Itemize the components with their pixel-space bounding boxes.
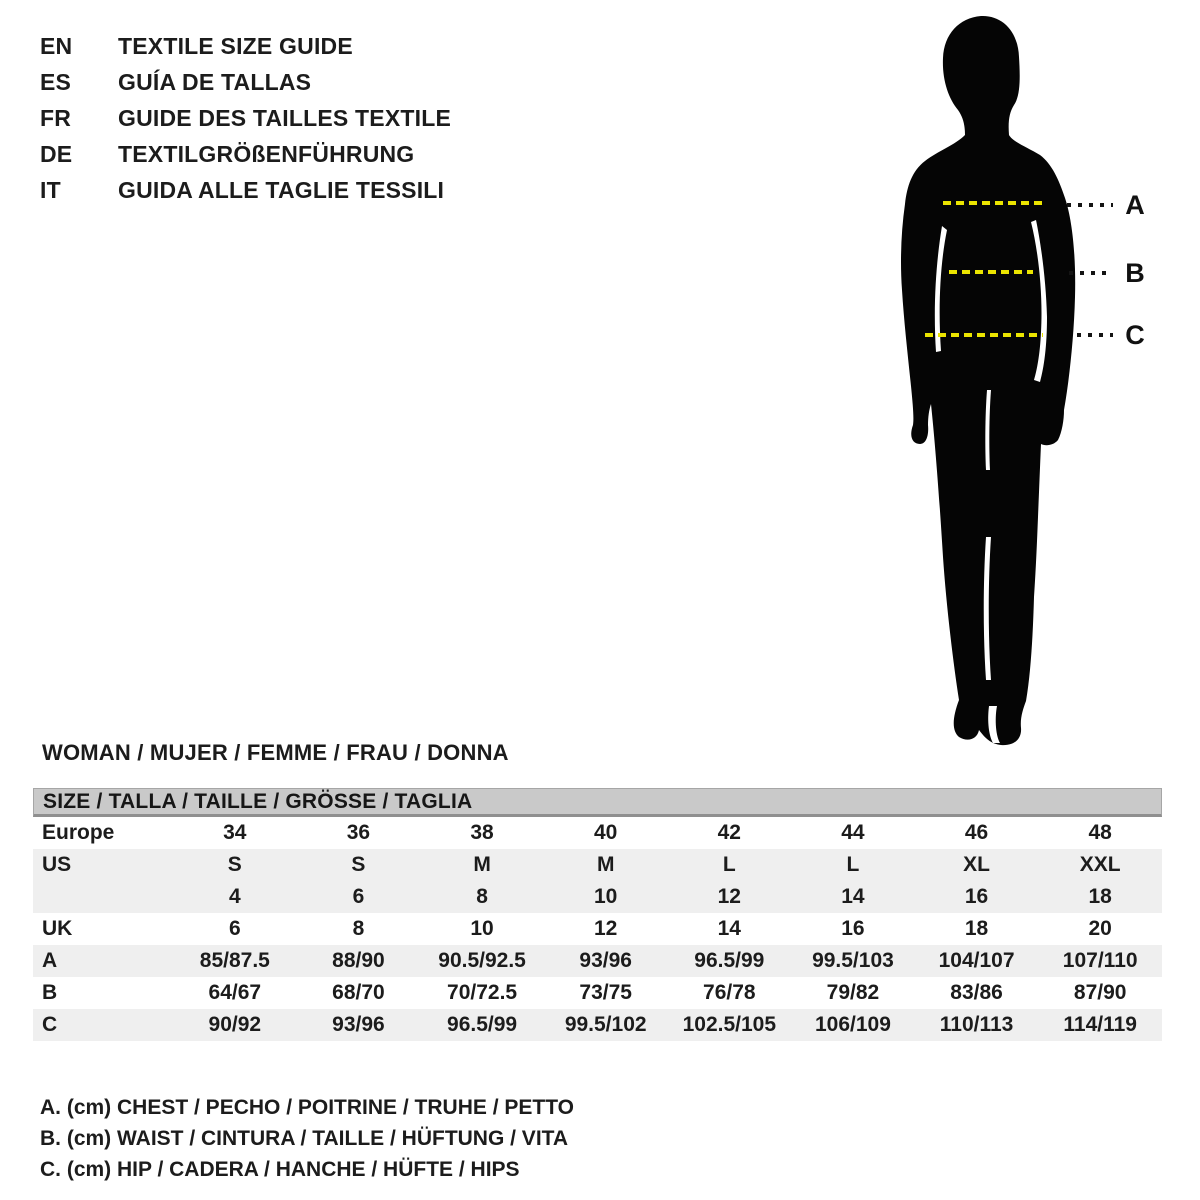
table-row-uk bbox=[33, 913, 1162, 945]
guide-title-de: TEXTILGRÖßENFÜHRUNG bbox=[118, 140, 415, 167]
row-label: C bbox=[42, 1013, 58, 1036]
table-cell: 8 bbox=[352, 917, 365, 940]
table-cell: 83/86 bbox=[950, 981, 1003, 1004]
language-row-it bbox=[40, 172, 451, 208]
table-cell: 10 bbox=[470, 917, 494, 940]
language-row-fr bbox=[40, 100, 451, 136]
table-cell: 12 bbox=[594, 917, 618, 940]
table-cell: 44 bbox=[841, 821, 865, 844]
table-cell: 106/109 bbox=[814, 1013, 891, 1036]
woman-silhouette-graphic bbox=[895, 12, 1180, 747]
language-row-en bbox=[40, 28, 451, 64]
guide-title-fr: GUIDE DES TAILLES TEXTILE bbox=[118, 104, 451, 131]
table-cell: 8 bbox=[476, 885, 488, 908]
table-cell: 6 bbox=[228, 917, 241, 940]
language-row-de bbox=[40, 136, 451, 172]
table-cell: 85/87.5 bbox=[199, 949, 270, 972]
table-cell: 18 bbox=[964, 917, 989, 940]
table-cell: 10 bbox=[594, 885, 618, 908]
language-code: IT bbox=[40, 176, 61, 203]
table-cell: 102.5/105 bbox=[682, 1013, 777, 1036]
table-row-us bbox=[33, 849, 1162, 881]
table-cell: 14 bbox=[841, 885, 865, 908]
language-row-es bbox=[40, 64, 451, 100]
table-cell: XXL bbox=[1079, 853, 1121, 876]
table-cell: 96.5/99 bbox=[447, 1013, 518, 1036]
table-cell: L bbox=[846, 853, 860, 876]
table-cell: 16 bbox=[841, 917, 865, 940]
table-cell: 4 bbox=[228, 885, 241, 908]
table-cell: M bbox=[473, 853, 491, 876]
table-cell: 34 bbox=[223, 821, 247, 844]
table-cell: 87/90 bbox=[1073, 981, 1127, 1004]
table-row-chest-a bbox=[33, 945, 1162, 977]
table-cell: 76/78 bbox=[703, 981, 756, 1004]
table-cell: 6 bbox=[352, 885, 365, 908]
table-cell: 20 bbox=[1088, 917, 1112, 940]
section-heading-woman: WOMAN / MUJER / FEMME / FRAU / DONNA bbox=[42, 740, 509, 765]
table-cell: 36 bbox=[346, 821, 371, 844]
guide-title-it: GUIDA ALLE TAGLIE TESSILI bbox=[118, 176, 445, 203]
table-cell: 14 bbox=[717, 917, 741, 940]
size-table-header: SIZE / TALLA / TAILLE / GRÖSSE / TAGLIA bbox=[33, 788, 1162, 817]
table-cell: 42 bbox=[717, 821, 741, 844]
measure-label-b: B bbox=[1125, 258, 1145, 288]
row-label: A bbox=[42, 949, 58, 972]
language-title-list bbox=[40, 28, 451, 208]
table-cell: 48 bbox=[1088, 821, 1112, 844]
table-row-waist-b bbox=[33, 977, 1162, 1009]
measure-label-a: A bbox=[1125, 190, 1145, 220]
table-cell: 68/70 bbox=[332, 981, 385, 1004]
guide-title-en: TEXTILE SIZE GUIDE bbox=[118, 32, 353, 59]
row-label: B bbox=[42, 981, 58, 1004]
table-cell: 70/72.5 bbox=[447, 981, 518, 1004]
table-cell: S bbox=[227, 853, 242, 876]
table-row-hip-c bbox=[33, 1009, 1162, 1041]
table-cell: 110/113 bbox=[939, 1013, 1014, 1036]
table-cell: 46 bbox=[964, 821, 989, 844]
table-cell: 99.5/103 bbox=[812, 949, 894, 972]
table-cell: 73/75 bbox=[579, 981, 632, 1004]
language-code: DE bbox=[40, 140, 73, 167]
table-row-europe bbox=[33, 817, 1162, 849]
table-cell: 88/90 bbox=[332, 949, 385, 972]
legend-line-chest: A. (cm) CHEST / PECHO / POITRINE / TRUHE / PETTO bbox=[40, 1096, 575, 1119]
guide-title-es: GUÍA DE TALLAS bbox=[118, 68, 312, 95]
table-cell: S bbox=[351, 853, 366, 876]
table-cell: 114/119 bbox=[1063, 1013, 1137, 1036]
row-label: Europe bbox=[42, 821, 115, 844]
body-measurement-figure bbox=[895, 12, 1180, 747]
table-cell: 64/67 bbox=[208, 981, 262, 1004]
table-cell: 40 bbox=[594, 821, 618, 844]
table-cell: 18 bbox=[1088, 885, 1112, 908]
table-cell: 96.5/99 bbox=[694, 949, 765, 972]
table-cell: 90/92 bbox=[208, 1013, 262, 1036]
table-cell: 16 bbox=[964, 885, 989, 908]
legend-line-hip: C. (cm) HIP / CADERA / HANCHE / HÜFTE / HIPS bbox=[40, 1158, 520, 1181]
measure-label-c: C bbox=[1125, 320, 1145, 350]
language-code: ES bbox=[40, 68, 72, 95]
table-cell: 90.5/92.5 bbox=[438, 949, 526, 972]
table-row-us-numeric bbox=[33, 881, 1162, 913]
language-code: EN bbox=[40, 32, 73, 59]
legend-line-waist: B. (cm) WAIST / CINTURA / TAILLE / HÜFTUNG / VITA bbox=[40, 1127, 569, 1150]
row-label: UK bbox=[42, 917, 73, 940]
table-cell: 79/82 bbox=[826, 981, 880, 1004]
table-cell: L bbox=[722, 853, 736, 876]
table-cell: 12 bbox=[717, 885, 741, 908]
table-cell: 93/96 bbox=[579, 949, 632, 972]
size-table bbox=[33, 788, 1162, 1041]
table-cell: XL bbox=[963, 853, 990, 876]
language-code: FR bbox=[40, 104, 72, 131]
table-cell: 107/110 bbox=[1062, 949, 1138, 972]
table-cell: 38 bbox=[470, 821, 494, 844]
table-cell: 104/107 bbox=[938, 949, 1015, 972]
table-cell: 99.5/102 bbox=[564, 1013, 647, 1036]
table-cell: 93/96 bbox=[332, 1013, 385, 1036]
table-cell: M bbox=[596, 853, 615, 876]
measurement-legend bbox=[40, 1092, 574, 1185]
row-label: US bbox=[42, 853, 72, 876]
